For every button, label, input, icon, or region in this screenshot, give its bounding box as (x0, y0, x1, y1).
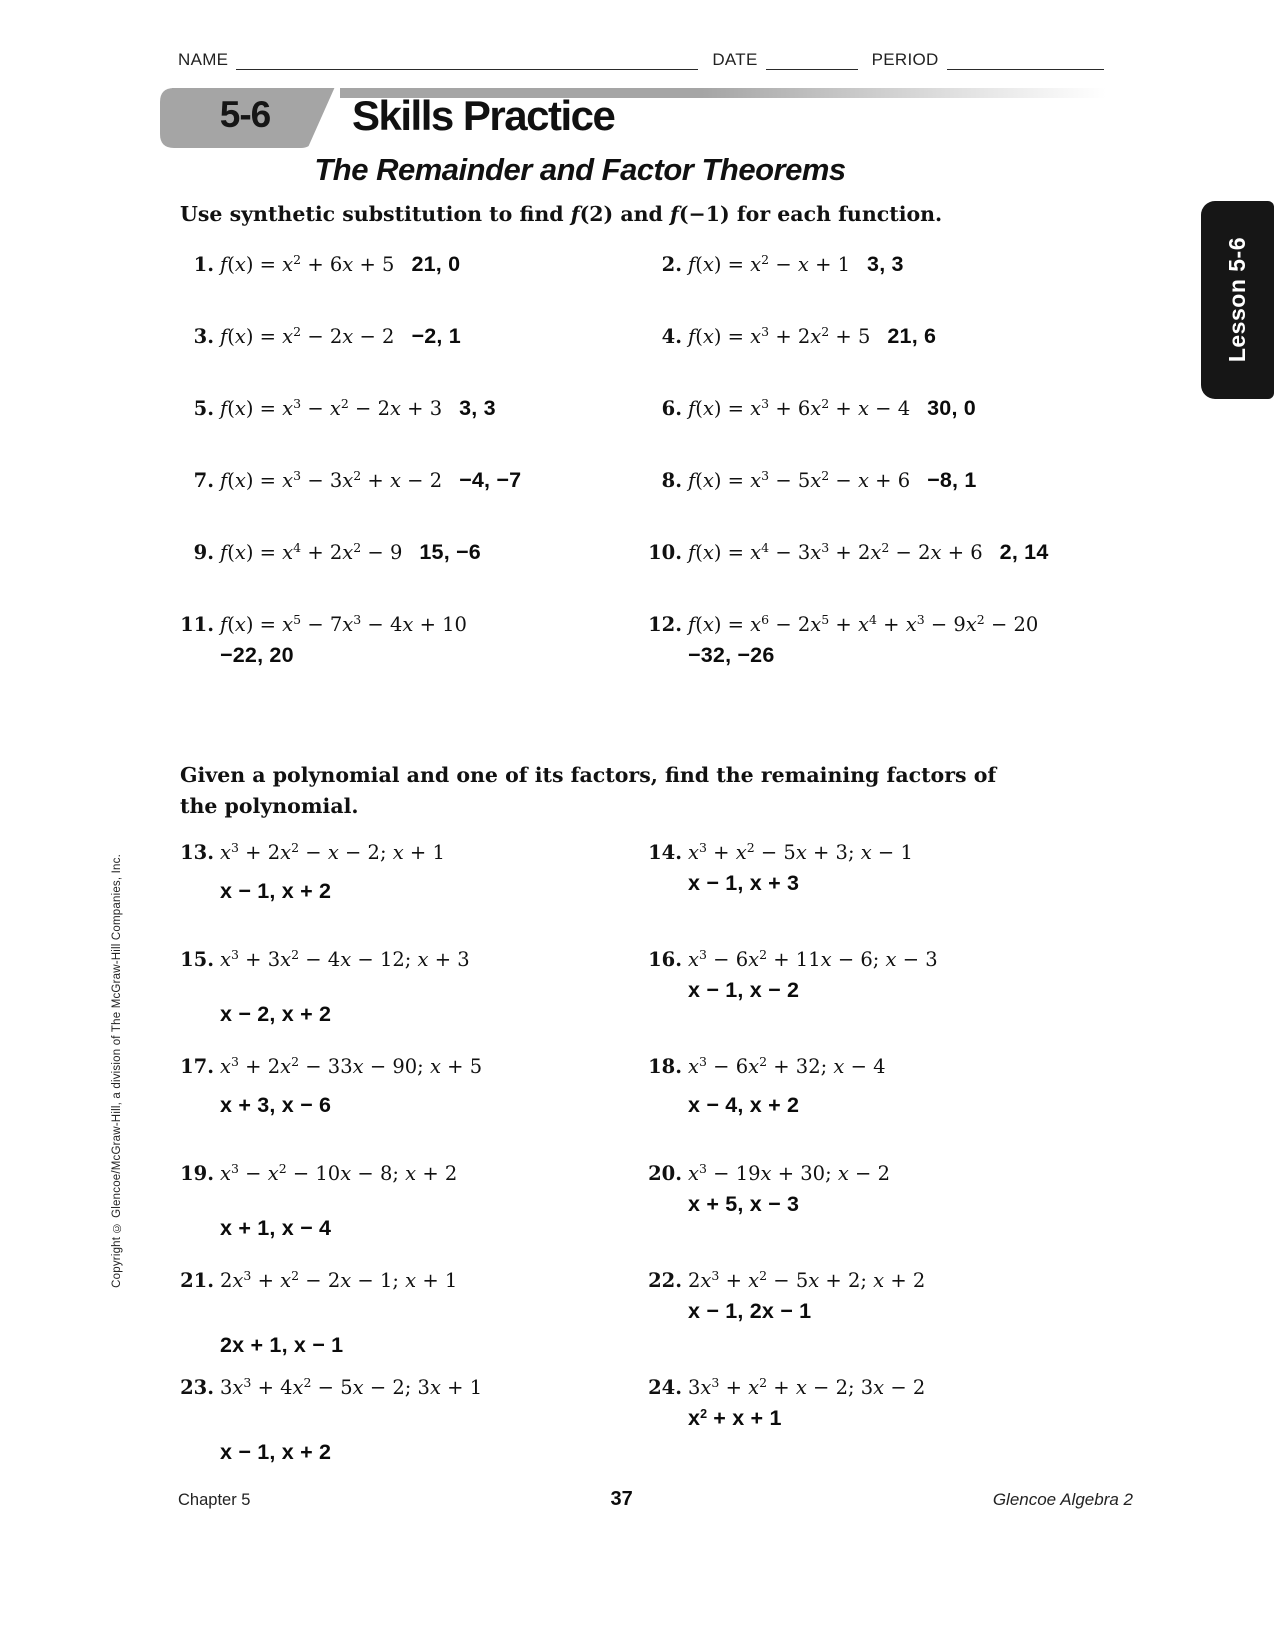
problem-answer: 2, 14 (999, 540, 1049, 564)
problem-item-18 (646, 1054, 1158, 1161)
problem-expression: $f(x) = x^4 + 2x^2 - 9$ (220, 540, 403, 564)
problem-expression: $x^3 - 6x^2 + 11x - 6$; x − 3 (688, 947, 938, 971)
problem-number: 2. (661, 253, 682, 276)
problem-item-12 (646, 612, 1158, 668)
problem-answer: x − 1, x − 2 (688, 978, 800, 1002)
problem-expression: $3x^3 + 4x^2 - 5x - 2$; 3x + 1 (220, 1375, 483, 1399)
problem-expression: $f(x) = x^3 - x^2 - 2x + 3$ (220, 396, 443, 420)
problem-answer: x − 4, x + 2 (688, 1093, 800, 1117)
problem-number: 7. (193, 469, 214, 492)
problem-number: 21. (180, 1269, 214, 1292)
problem-item-4 (646, 324, 1158, 349)
problem-number: 14. (648, 841, 682, 864)
problem-expression: $f(x) = x^2 - 2x - 2$ (220, 324, 395, 348)
copyright-text: Copyright © Glencoe/McGraw-Hill, a division of The McGraw-Hill Companies, Inc. (111, 854, 123, 1288)
problem-item-2 (646, 252, 1158, 277)
problem-item-13 (178, 840, 646, 947)
problem-answer: 15, −6 (419, 540, 481, 564)
section2-instruction: Given a polynomial and one of its factors, find the remaining factors of the polynomial. (180, 763, 997, 818)
problem-number: 22. (648, 1269, 682, 1292)
footer-chapter: Chapter 5 (178, 1491, 251, 1509)
problem-answer: 21, 0 (411, 252, 461, 276)
problem-number: 8. (661, 469, 682, 492)
problem-expression: $x^3 + 2x^2 - 33x - 90$; x + 5 (220, 1054, 483, 1078)
copyright-sidebar (104, 828, 130, 1314)
problem-expression: $x^3 + 2x^2 - x - 2$; x + 1 (220, 840, 445, 864)
problem-expression: $f(x) = x^2 + 6x + 5$ (220, 252, 395, 276)
problem-item-22 (646, 1268, 1158, 1375)
problem-answer: −2, 1 (411, 324, 461, 348)
problem-expression: $x^3 + 3x^2 - 4x - 12$; x + 3 (220, 947, 470, 971)
problem-item-7 (178, 468, 646, 493)
problem-item-1 (178, 252, 646, 277)
problem-item-24 (646, 1375, 1158, 1482)
problem-item-3 (178, 324, 646, 349)
header-fillin-row (178, 50, 1133, 70)
problem-answer: −22, 20 (220, 643, 294, 667)
problem-number: 13. (180, 841, 214, 864)
section1-instruction: Use synthetic substitution to find f(2) and f(−1) for each function. (180, 202, 943, 226)
problem-number: 19. (180, 1162, 214, 1185)
problem-number: 12. (648, 613, 682, 636)
name-field-line (236, 50, 698, 70)
footer-book-title: Glencoe Algebra 2 (992, 1490, 1133, 1509)
problem-expression: $f(x) = x^6 - 2x^5 + x^4 + x^3 - 9x^2 - 20$ (688, 612, 1039, 636)
problem-answer: x + 3, x − 6 (220, 1093, 332, 1117)
problem-expression: $x^3 - x^2 - 10x - 8$; x + 2 (220, 1161, 458, 1185)
problem-answer: $x^2 + x + 1$ (688, 1406, 782, 1430)
problem-expression: $f(x) = x^2 - x + 1$ (688, 252, 851, 276)
problem-item-10 (646, 540, 1158, 565)
problem-expression: $f(x) = x^4 - 3x^3 + 2x^2 - 2x + 6$ (688, 540, 983, 564)
period-field-label: PERIOD (871, 50, 939, 69)
problem-number: 5. (193, 397, 214, 420)
problem-number: 18. (648, 1055, 682, 1078)
page-footer (178, 1488, 1133, 1511)
problem-expression: $x^3 + x^2 - 5x + 3$; x − 1 (688, 840, 913, 864)
problem-expression: $x^3 - 6x^2 + 32$; x − 4 (688, 1054, 886, 1078)
problem-answer: 21, 6 (887, 324, 937, 348)
problem-number: 24. (648, 1376, 682, 1399)
lesson-side-tab (1201, 201, 1274, 399)
lesson-banner (160, 86, 1135, 150)
problem-item-14 (646, 840, 1158, 947)
problem-item-15 (178, 947, 646, 1054)
problem-expression: $f(x) = x^3 - 5x^2 - x + 6$ (688, 468, 911, 492)
date-field-line (766, 50, 858, 70)
problem-number: 17. (180, 1055, 214, 1078)
problem-number: 20. (648, 1162, 682, 1185)
date-field-label: DATE (712, 50, 758, 69)
problem-number: 9. (193, 541, 214, 564)
problem-expression: $f(x) = x^5 - 7x^3 - 4x + 10$ (220, 612, 467, 636)
problem-number: 1. (193, 253, 214, 276)
problem-answer: x − 2, x + 2 (220, 1002, 332, 1026)
problem-item-6 (646, 396, 1158, 421)
problem-answer: x + 1, x − 4 (220, 1216, 332, 1240)
problem-item-21 (178, 1268, 646, 1375)
problem-number: 3. (193, 325, 214, 348)
problem-item-11 (178, 612, 646, 668)
problem-answer: x − 1, x + 2 (220, 1440, 332, 1464)
problem-item-17 (178, 1054, 646, 1161)
lesson-number-tab (160, 88, 340, 148)
worksheet-title: The Remainder and Factor Theorems (314, 152, 846, 187)
lesson-number-label: 5-6 (219, 94, 271, 135)
problem-item-5 (178, 396, 646, 421)
footer-page-number: 37 (610, 1488, 633, 1510)
problem-item-19 (178, 1161, 646, 1268)
problem-expression: $x^3 - 19x + 30$; x − 2 (688, 1161, 890, 1185)
problem-answer: x − 1, x + 2 (220, 879, 332, 903)
problem-expression: $2x^3 + x^2 - 2x - 1$; x + 1 (220, 1268, 458, 1292)
problem-number: 15. (180, 948, 214, 971)
problem-answer: 2x + 1, x − 1 (220, 1333, 344, 1357)
name-field-label: NAME (178, 50, 229, 69)
problem-answer: 3, 3 (867, 252, 904, 276)
problem-number: 4. (661, 325, 682, 348)
problem-number: 6. (661, 397, 682, 420)
period-field-line (947, 50, 1104, 70)
problem-answer: −8, 1 (927, 468, 977, 492)
problem-item-23 (178, 1375, 646, 1482)
problem-answer: 30, 0 (927, 396, 976, 420)
problem-answer: 3, 3 (459, 396, 496, 420)
problem-answer: −4, −7 (459, 468, 522, 492)
problem-expression: $f(x) = x^3 + 6x^2 + x - 4$ (688, 396, 911, 420)
problem-item-20 (646, 1161, 1158, 1268)
lesson-side-tab-label: Lesson 5-6 (1224, 237, 1250, 363)
problem-expression: $f(x) = x^3 - 3x^2 + x - 2$ (220, 468, 443, 492)
worksheet-type-title: Skills Practice (352, 92, 615, 139)
problem-answer: x + 5, x − 3 (688, 1192, 800, 1216)
problem-number: 11. (180, 613, 214, 636)
problem-expression: $f(x) = x^3 + 2x^2 + 5$ (688, 324, 871, 348)
problem-expression: $2x^3 + x^2 - 5x + 2$; x + 2 (688, 1268, 926, 1292)
problem-expression: $3x^3 + x^2 + x - 2$; 3x − 2 (688, 1375, 926, 1399)
problem-answer: −32, −26 (688, 643, 775, 667)
problem-answer: x − 1, 2x − 1 (688, 1299, 812, 1323)
problem-number: 16. (648, 948, 682, 971)
problem-item-9 (178, 540, 646, 565)
problem-answer: x − 1, x + 3 (688, 871, 800, 895)
problem-number: 23. (180, 1376, 214, 1399)
problem-number: 10. (648, 541, 682, 564)
problem-item-16 (646, 947, 1158, 1054)
section1-problems (178, 252, 1158, 715)
section2-problems (178, 840, 1158, 1482)
problem-item-8 (646, 468, 1158, 493)
